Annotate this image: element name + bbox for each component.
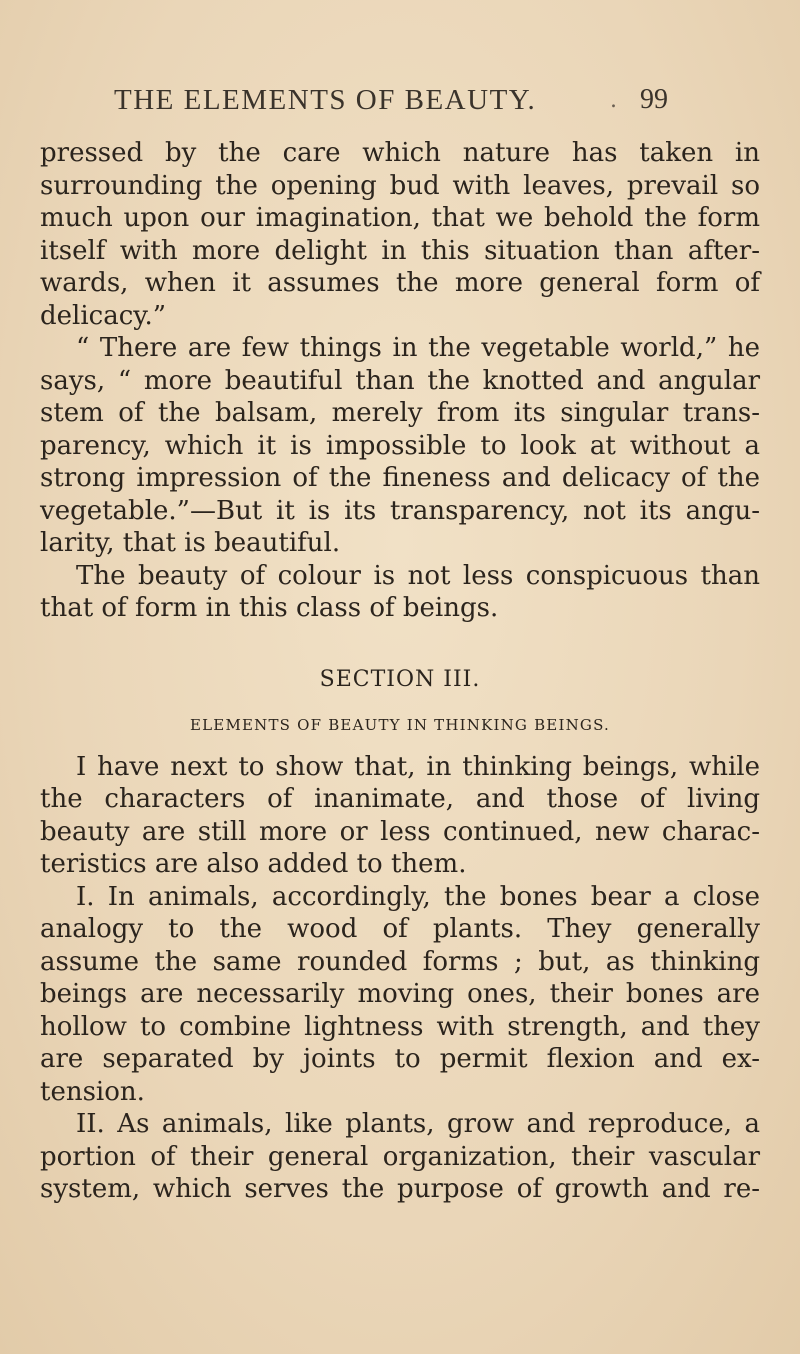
text-line: hollow to combine lightness with strength, and they — [40, 1011, 760, 1042]
text-line: The beauty of colour is not less conspicuous than — [76, 560, 760, 591]
paragraph-3 — [40, 560, 760, 625]
text-line: pressed by the care which nature has taken in — [40, 138, 760, 168]
paragraph-2 — [40, 332, 760, 560]
paragraph-4 — [40, 751, 760, 881]
text-line: II. As animals, like plants, grow and reproduce, a — [76, 1109, 760, 1139]
running-head — [0, 84, 800, 124]
text-line: says, “ more beautiful than the knotted and angular — [40, 365, 760, 396]
text-line: assume the same rounded forms ; but, as thinking — [40, 946, 760, 977]
text-line: delicacy.” — [40, 300, 167, 331]
section-spacer — [40, 625, 760, 665]
body-text — [40, 137, 760, 1206]
text-line: strong impression of the fineness and delicacy of the — [40, 463, 760, 493]
text-line: analogy to the wood of plants. They generally — [40, 914, 760, 944]
text-line: the characters of inanimate, and those of living — [40, 784, 760, 814]
text-line: are separated by joints to permit flexion and ex- — [40, 1044, 760, 1074]
text-line: portion of their general organization, their vascular — [40, 1141, 760, 1172]
text-line: stem of the balsam, merely from its singular trans- — [40, 398, 760, 428]
text-line: “ There are few things in the vegetable world,” he — [76, 333, 760, 363]
text-line: surrounding the opening bud with leaves, prevail so — [40, 170, 760, 201]
text-line: I have next to show that, in thinking beings, while — [76, 751, 760, 782]
text-line: I. In animals, accordingly, the bones bear a close — [76, 881, 760, 912]
text-line: beings are necessarily moving ones, their bones are — [40, 979, 760, 1009]
paragraph-1 — [40, 137, 760, 332]
text-line: system, which serves the purpose of growth and re- — [40, 1174, 760, 1204]
text-line: wards, when it assumes the more general form of — [40, 268, 760, 298]
heading-spacer — [40, 739, 760, 751]
text-line: vegetable.”—But it is its transparency, not its angu- — [40, 495, 760, 526]
paragraph-6 — [40, 1108, 760, 1206]
text-line: that of form in this class of beings. — [40, 593, 499, 623]
text-line: parency, which it is impossible to look at without a — [40, 430, 760, 461]
text-line: larity, that is beautiful. — [40, 528, 341, 558]
paragraph-5 — [40, 881, 760, 1109]
text-line: tension. — [40, 1076, 145, 1107]
text-line: much upon our imagination, that we behold the form — [40, 203, 760, 233]
page-number: 99 — [640, 84, 668, 115]
section-subheading: ELEMENTS OF BEAUTY IN THINKING BEINGS. — [189, 715, 610, 734]
text-line: beauty are still more or less continued, new charac- — [40, 816, 760, 847]
heading-spacer — [40, 695, 760, 711]
running-head-separator: . — [610, 88, 617, 113]
running-head-title: THE ELEMENTS OF BEAUTY. — [114, 84, 537, 116]
text-line: itself with more delight in this situation than after- — [40, 235, 760, 266]
section-heading: SECTION III. — [319, 666, 481, 692]
text-line: teristics are also added to them. — [40, 849, 467, 879]
